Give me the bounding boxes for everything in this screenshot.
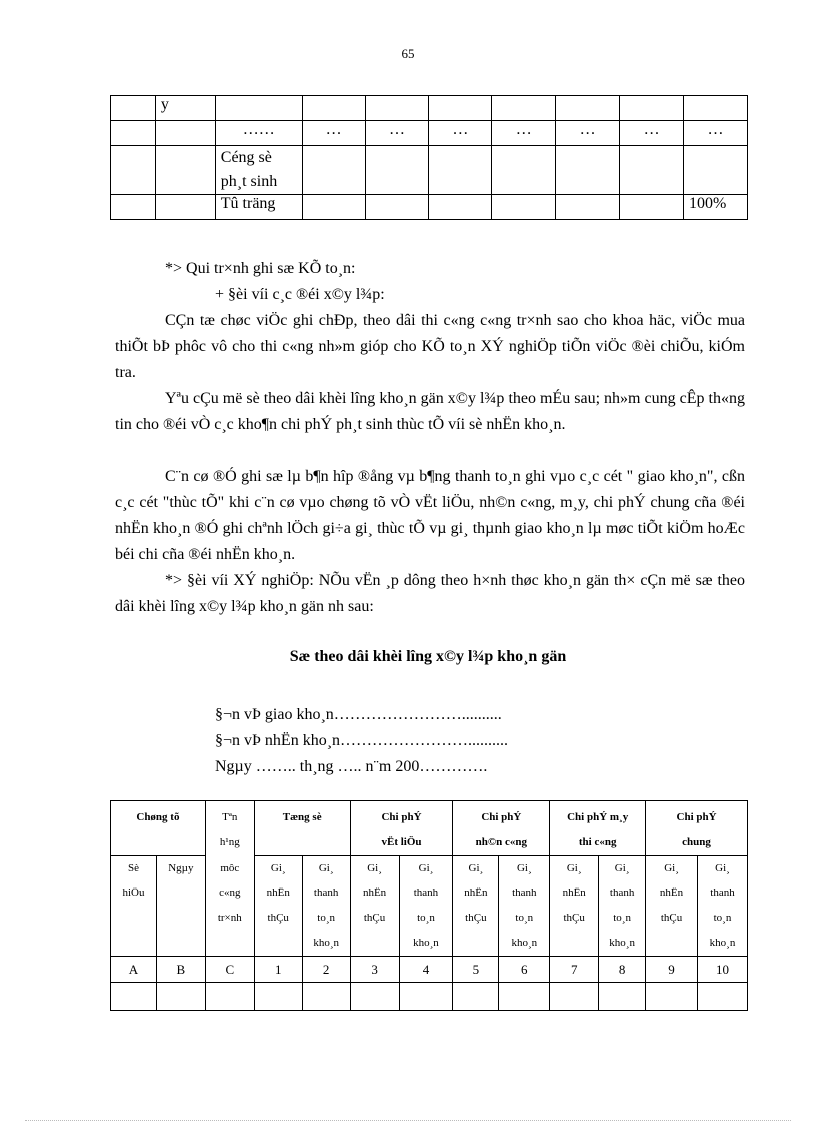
sub-header-cell: Gi¸ thanh to¸n kho¸n xyxy=(399,856,453,957)
paragraph: C¨n cø ®Ó ghi sæ lµ b¶n hîp ®ång vµ b¶ng thanh to¸n ghi vµo c¸c cét " giao kho¸n", cßn c¸c cét "thùc tÕ" khi c¨n cø vµo chøng tõ vÒ vËt liÖu, nh©n c«ng, m¸y, chi phÝ chung cña ®éi nhËn kho¸n ®Ó ghi chªnh lÖch gi÷a gi¸ thùc tÕ vµ gi¸ thµnh giao kho¸n lµ møc tiÕt kiÖm hoÆc béi chi cña ®éi nhËn kho¸n. xyxy=(115,468,745,563)
table-row xyxy=(111,856,748,957)
table-cell xyxy=(215,146,302,195)
index-cell: 5 xyxy=(453,957,499,983)
index-cell: A xyxy=(111,957,157,983)
table-cell: … xyxy=(684,121,748,146)
table-cell: … xyxy=(429,121,492,146)
table-row xyxy=(111,146,748,195)
sub-header-cell: Gi¸ thanh to¸n kho¸n xyxy=(697,856,747,957)
sub-header-cell: Gi¸ thanh to¸n kho¸n xyxy=(499,856,550,957)
sub-header-cell: Gi¸ nhËn thÇu xyxy=(453,856,499,957)
form-line: §¬n vÞ nhËn kho¸n…………………….......... xyxy=(215,732,509,749)
header-cell xyxy=(350,801,453,856)
table-cell: 100% xyxy=(684,195,748,220)
table-cell: … xyxy=(302,121,365,146)
paragraph: Yªu cÇu më sè theo dâi khèi lîng kho¸n gän x©y l¾p theo mÉu sau; nh»m cung cÊp th«ng tin cho ®éi vÒ c¸c kho¶n chi phÝ ph¸t sinh thùc tÕ víi sè nhËn kho¸n. xyxy=(115,390,745,433)
header-cell xyxy=(254,801,350,856)
header-cell xyxy=(205,801,254,856)
cell-line: Chi phÝ xyxy=(481,811,522,823)
cell-line: vËt liÖu xyxy=(381,836,422,848)
ledger-table xyxy=(110,800,748,1011)
header-cell xyxy=(111,801,206,856)
table-cell: Tû träng xyxy=(215,195,302,220)
sub-header-cell: Gi¸ thanh to¸n kho¸n xyxy=(599,856,646,957)
header-cell xyxy=(550,801,646,856)
paragraph: CÇn tæ chøc viÖc ghi chÐp, theo dâi thi c«ng c«ng tr×nh sao cho khoa häc, viÖc mua thiÕt bÞ phôc vô cho thi c«ng nh»m gióp cho KÕ to¸n XÝ nghiÖp tiÕn viÖc ®èi chiÕu, kiÓm tra. xyxy=(115,312,745,381)
index-cell: 1 xyxy=(254,957,302,983)
cell-line: thi c«ng xyxy=(578,836,617,848)
cell-line: Chi phÝ m¸y xyxy=(567,811,629,823)
cell-line: Chi phÝ xyxy=(381,811,422,823)
cell-line: ph¸t sinh xyxy=(220,173,278,190)
table-row xyxy=(111,801,748,856)
cell-line: chung xyxy=(682,836,711,848)
sub-header-cell: Sè hiÖu xyxy=(111,856,157,957)
index-cell: 2 xyxy=(302,957,350,983)
index-cell: 4 xyxy=(399,957,453,983)
sub-header-cell: Gi¸ nhËn thÇu xyxy=(550,856,599,957)
footer-divider xyxy=(25,1120,791,1121)
sub-header-cell: Gi¸ nhËn thÇu xyxy=(646,856,698,957)
cell-line: Chøng tõ xyxy=(136,811,180,823)
index-cell: 3 xyxy=(350,957,399,983)
table-cell: …… xyxy=(215,121,302,146)
table-cell: … xyxy=(620,121,684,146)
form-title: Sæ theo dâi khèi lîng x©y l¾p kho¸n gän xyxy=(289,648,567,665)
index-cell: B xyxy=(156,957,205,983)
index-cell: C xyxy=(205,957,254,983)
cell-line: Chi phÝ xyxy=(676,811,717,823)
header-cell xyxy=(453,801,550,856)
paragraph: *> §èi víi XÝ nghiÖp: NÕu vËn ¸p dông theo h×nh thøc kho¸n gän th× cÇn më sæ theo dâi khèi lîng x©y l¾p kho¸n gän nh sau: xyxy=(115,572,745,615)
header-cell xyxy=(646,801,748,856)
index-cell: 7 xyxy=(550,957,599,983)
table-row xyxy=(111,195,748,220)
cell-line: Tæng sè xyxy=(282,811,322,823)
sub-header-cell: môc c«ng tr×nh xyxy=(205,856,254,957)
table-cell: … xyxy=(492,121,556,146)
cell-line: h¹ng xyxy=(219,836,240,848)
sub-header-cell: Ngµy xyxy=(156,856,205,957)
form-line: §¬n vÞ giao kho¸n…………………….......... xyxy=(215,706,502,723)
table-row xyxy=(111,983,748,1011)
index-row xyxy=(111,957,748,983)
sub-header-cell: Gi¸ nhËn thÇu xyxy=(254,856,302,957)
cell-line: Tªn xyxy=(222,811,238,823)
table-cell: y xyxy=(155,96,215,121)
table-row xyxy=(111,121,748,146)
cost-summary-table xyxy=(110,95,748,220)
index-cell: 6 xyxy=(499,957,550,983)
page-number: 65 xyxy=(401,46,415,61)
index-cell: 9 xyxy=(646,957,698,983)
paragraph: *> Qui tr×nh ghi sæ KÕ to¸n: xyxy=(165,260,356,277)
cell-line: nh©n c«ng xyxy=(475,836,527,848)
index-cell: 8 xyxy=(599,957,646,983)
table-cell: … xyxy=(556,121,620,146)
sub-header-cell: Gi¸ nhËn thÇu xyxy=(350,856,399,957)
form-line: Ngµy …….. th¸ng ….. n¨m 200…………. xyxy=(215,758,488,775)
sub-header-cell: Gi¸ thanh to¸n kho¸n xyxy=(302,856,350,957)
table-row xyxy=(111,96,748,121)
table-cell: … xyxy=(365,121,429,146)
cell-line: Céng sè xyxy=(220,149,272,166)
paragraph: + §èi víi c¸c ®éi x©y l¾p: xyxy=(215,286,385,303)
index-cell: 10 xyxy=(697,957,747,983)
